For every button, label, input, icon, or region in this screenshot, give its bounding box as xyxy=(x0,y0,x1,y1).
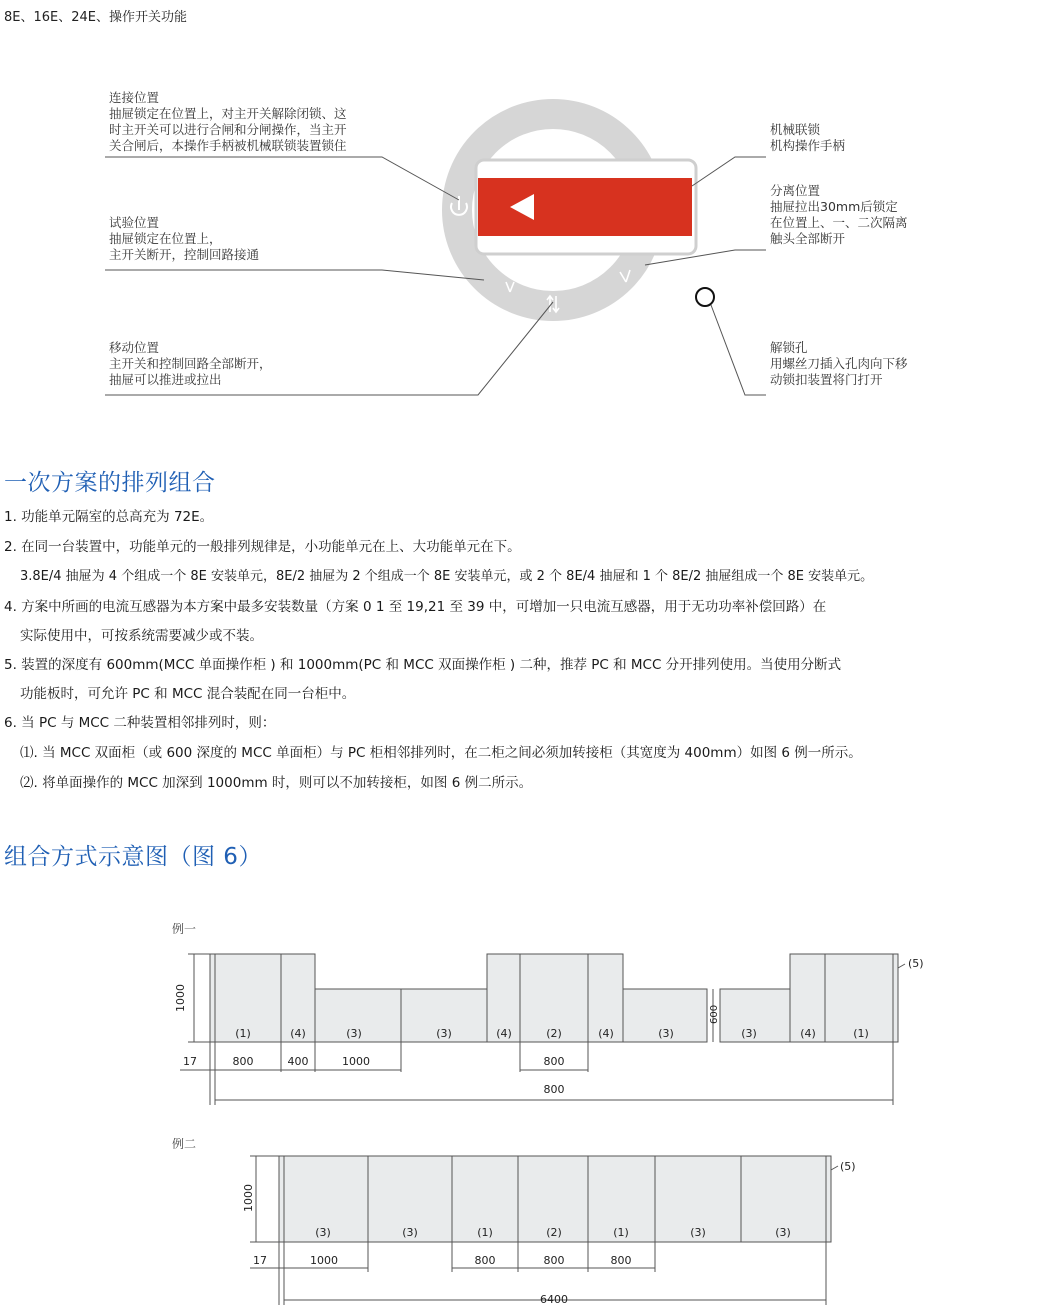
note-item: 功能板时，可允许 PC 和 MCC 混合装配在同一台柜中。 xyxy=(20,686,356,702)
note-item: 4. 方案中所画的电流互感器为本方案中最多安装数量（方案 0 1 至 19,21 至 39 中，可增加一只电流互感器，用于无功功率补偿回路）在 xyxy=(4,599,827,615)
example2-end-leader xyxy=(831,1166,838,1170)
cabinet-label: (3) xyxy=(690,1226,706,1239)
combination-diagram xyxy=(0,900,1038,1310)
cabinet-label: (3) xyxy=(436,1027,452,1040)
note-item: 3.8E/4 抽屉为 4 个组成一个 8E 安装单元，8E/2 抽屉为 2 个组成一个 8E 安装单元，或 2 个 8E/4 抽屉和 1 个 8E/2 抽屉组成一个 8E 安装单元。 xyxy=(20,569,874,584)
cabinet-label: (3) xyxy=(741,1027,757,1040)
callout-separate-position: 分离位置 抽屉拉出30mm后锁定 在位置上、一、二次隔离 触头全部断开 xyxy=(770,183,908,246)
note-item: ⑵. 将单面操作的 MCC 加深到 1000mm 时，则可以不加转接柜，如图 6 例二所示。 xyxy=(20,775,533,791)
example1-dimension-labels xyxy=(183,1055,565,1096)
page-header-title: 8E、16E、24E、操作开关功能 xyxy=(4,10,187,25)
cabinet-label: (4) xyxy=(598,1027,614,1040)
callout-unlock-hole: 解锁孔 用螺丝刀插入孔肉向下移 动锁扣装置将门打开 xyxy=(770,340,908,387)
cabinet-end-plate xyxy=(210,954,215,1042)
note-item: 实际使用中，可按系统需要减少或不装。 xyxy=(20,628,263,644)
dimension-label: 17 xyxy=(253,1254,267,1267)
dimension-label: 1000 xyxy=(310,1254,338,1267)
cabinet-label: (4) xyxy=(290,1027,306,1040)
dimension-label: 17 xyxy=(183,1055,197,1068)
unlock-hole-icon xyxy=(696,288,714,306)
cabinet-label: (4) xyxy=(800,1027,816,1040)
cabinet-label: (2) xyxy=(546,1226,562,1239)
cabinet-label: (4) xyxy=(496,1027,512,1040)
dimension-label: 800 xyxy=(232,1055,254,1068)
cabinet-label: (1) xyxy=(853,1027,869,1040)
combination-section-title: 组合方式示意图（图 6） xyxy=(4,844,262,870)
cabinet-label: (1) xyxy=(477,1226,493,1239)
cabinet-label: (2) xyxy=(546,1027,562,1040)
dimension-label: 1000 xyxy=(342,1055,370,1068)
example1-depth-label: 600 xyxy=(709,1004,720,1024)
note-item: 2. 在同一台装置中，功能单元的一般排列规律是，小功能单元在上、大功能单元在下。 xyxy=(4,539,521,555)
dimension-label: 800 xyxy=(474,1254,496,1267)
callout-connect-position: 连接位置 抽屉锁定在位置上，对主开关解除闭锁、这 时主开关可以进行合闸和分闸操作，当主开 关合闸后，本操作手柄被机械联锁装置锁住 xyxy=(109,90,347,153)
dimension-label: 800 xyxy=(543,1055,565,1068)
cabinet-label: (3) xyxy=(346,1027,362,1040)
example2-dimension-labels xyxy=(253,1254,632,1306)
note-item: 5. 装置的深度有 600mm(MCC 单面操作柜 ) 和 1000mm(PC 和 MCC 双面操作柜 ) 二种，推荐 PC 和 MCC 分开排列使用。当使用分断式 xyxy=(4,657,842,673)
total-dimension-label: 800 xyxy=(543,1083,565,1096)
example1-end-leader xyxy=(898,964,905,968)
example1-label: 例一 xyxy=(172,922,197,936)
example2-label: 例二 xyxy=(172,1137,197,1151)
example1-height-label: 1000 xyxy=(174,984,187,1012)
cabinet-label: (1) xyxy=(613,1226,629,1239)
dimension-label: 400 xyxy=(287,1055,309,1068)
callout-move-position: 移动位置 主开关和控制回路全部断开， 抽屉可以推进或拉出 xyxy=(109,340,272,387)
operating-handle xyxy=(476,160,696,254)
cabinet-end-plate xyxy=(279,1156,284,1242)
note-item: ⑴. 当 MCC 双面柜（或 600 深度的 MCC 单面柜）与 PC 柜相邻排列时，在二柜之间必须加转接柜（其宽度为 400mm）如图 6 例一所示。 xyxy=(20,745,862,761)
callout-mechanical-interlock: 机械联锁 机构操作手柄 xyxy=(770,122,846,153)
cabinet-label: (3) xyxy=(658,1027,674,1040)
example2-height-label: 1000 xyxy=(242,1184,255,1212)
example2-end-label: (5) xyxy=(840,1160,856,1173)
cabinet-label: (3) xyxy=(402,1226,418,1239)
callout-test-position: 试验位置 抽屉锁定在位置上， 主开关断开，控制回路接通 xyxy=(109,215,260,262)
note-item: 6. 当 PC 与 MCC 二种装置相邻排列时，则： xyxy=(4,715,276,731)
dimension-label: 800 xyxy=(543,1254,565,1267)
cabinet-label: (3) xyxy=(315,1226,331,1239)
cabinet-end-plate xyxy=(826,1156,831,1242)
cabinet-label: (1) xyxy=(235,1027,251,1040)
note-item: 1. 功能单元隔室的总高充为 72E。 xyxy=(4,509,214,525)
arrangement-section-title: 一次方案的排列组合 xyxy=(4,470,216,496)
example1-height-dimension xyxy=(188,954,210,1042)
cabinet-end-plate xyxy=(893,954,898,1042)
example1-end-label: (5) xyxy=(908,957,924,970)
total-dimension-label: 6400 xyxy=(540,1293,568,1306)
dimension-label: 800 xyxy=(610,1254,632,1267)
example1-bottom-dimensions xyxy=(180,1042,893,1105)
cabinet-label: (3) xyxy=(775,1226,791,1239)
example2-bottom-dimensions xyxy=(250,1242,826,1305)
